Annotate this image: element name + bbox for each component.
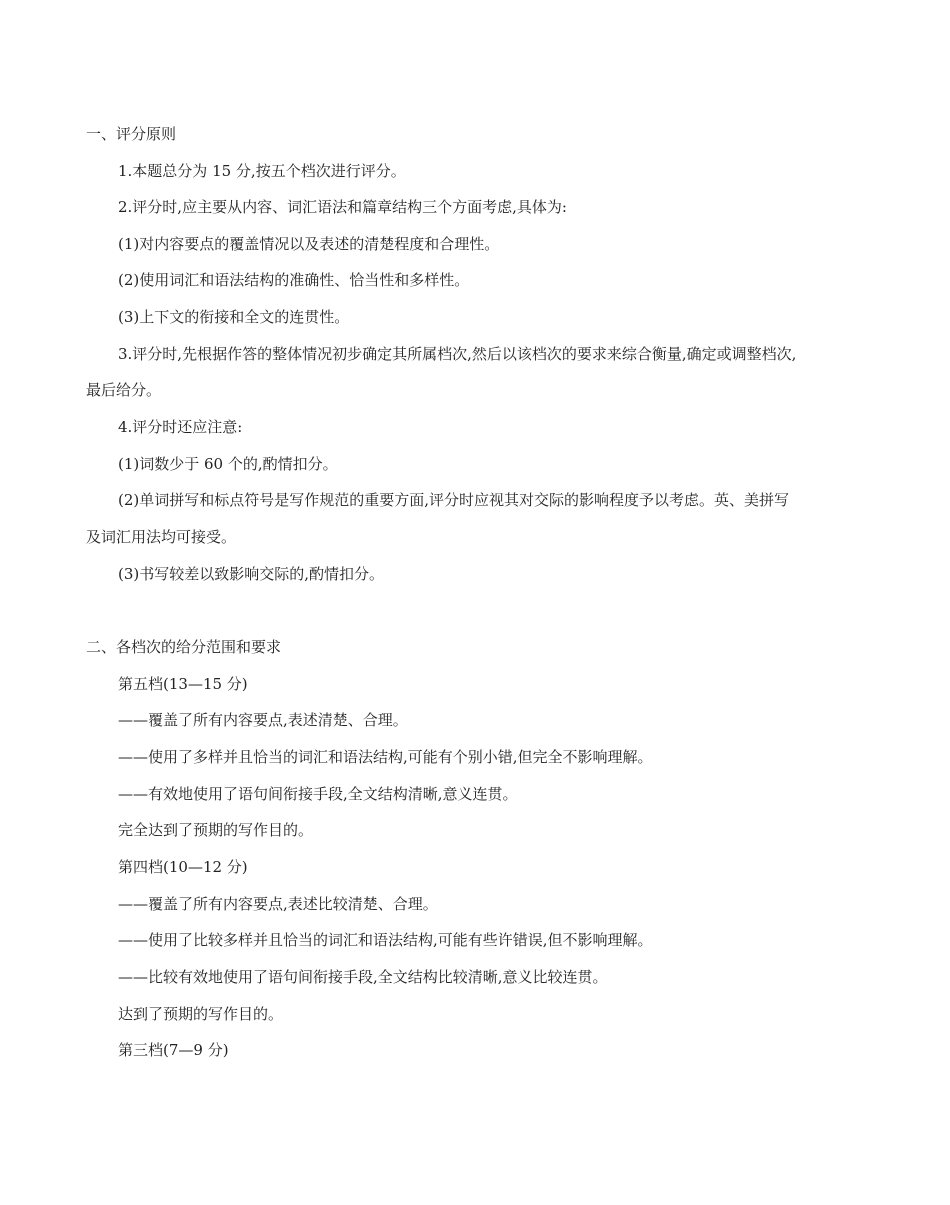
list-item: (2)单词拼写和标点符号是写作规范的重要方面,评分时应视其对交际的影响程度予以考虑。英、美拼写 (118, 491, 790, 509)
tier-summary: 达到了预期的写作目的。 (118, 1005, 284, 1023)
section-heading-tier-requirements: 二、各档次的给分范围和要求 (86, 638, 282, 656)
list-item: (3)书写较差以致影响交际的,酌情扣分。 (118, 565, 385, 583)
list-item: (1)词数少于 60 个的,酌情扣分。 (118, 455, 338, 473)
paragraph: 2.评分时,应主要从内容、词汇语法和篇章结构三个方面考虑,具体为: (118, 198, 567, 216)
tier-requirement: ——比较有效地使用了语句间衔接手段,全文结构比较清晰,意义比较连贯。 (118, 968, 608, 986)
tier-requirement: ——有效地使用了语句间衔接手段,全文结构清晰,意义连贯。 (118, 785, 518, 803)
list-item: (1)对内容要点的覆盖情况以及表述的清楚程度和合理性。 (118, 235, 500, 253)
tier-title: 第五档(13—15 分) (118, 675, 248, 693)
section-heading-scoring-principles: 一、评分原则 (86, 125, 177, 143)
paragraph: 3.评分时,先根据作答的整体情况初步确定其所属档次,然后以该档次的要求来综合衡量,确定或调整档次, (118, 345, 797, 363)
tier-requirement: ——覆盖了所有内容要点,表述清楚、合理。 (118, 711, 408, 729)
tier-title: 第四档(10—12 分) (118, 858, 248, 876)
tier-requirement: ——使用了多样并且恰当的词汇和语法结构,可能有个别小错,但完全不影响理解。 (118, 748, 653, 766)
tier-title: 第三档(7—9 分) (118, 1041, 229, 1059)
tier-requirement: ——覆盖了所有内容要点,表述比较清楚、合理。 (118, 895, 438, 913)
paragraph-continuation: 最后给分。 (86, 381, 162, 399)
list-item: (3)上下文的衔接和全文的连贯性。 (118, 308, 350, 326)
list-item-continuation: 及词汇用法均可接受。 (86, 528, 237, 546)
paragraph: 4.评分时还应注意: (118, 418, 243, 436)
list-item: (2)使用词汇和语法结构的准确性、恰当性和多样性。 (118, 271, 470, 289)
tier-requirement: ——使用了比较多样并且恰当的词汇和语法结构,可能有些许错误,但不影响理解。 (118, 931, 653, 949)
paragraph: 1.本题总分为 15 分,按五个档次进行评分。 (118, 162, 406, 180)
tier-summary: 完全达到了预期的写作目的。 (118, 821, 314, 839)
